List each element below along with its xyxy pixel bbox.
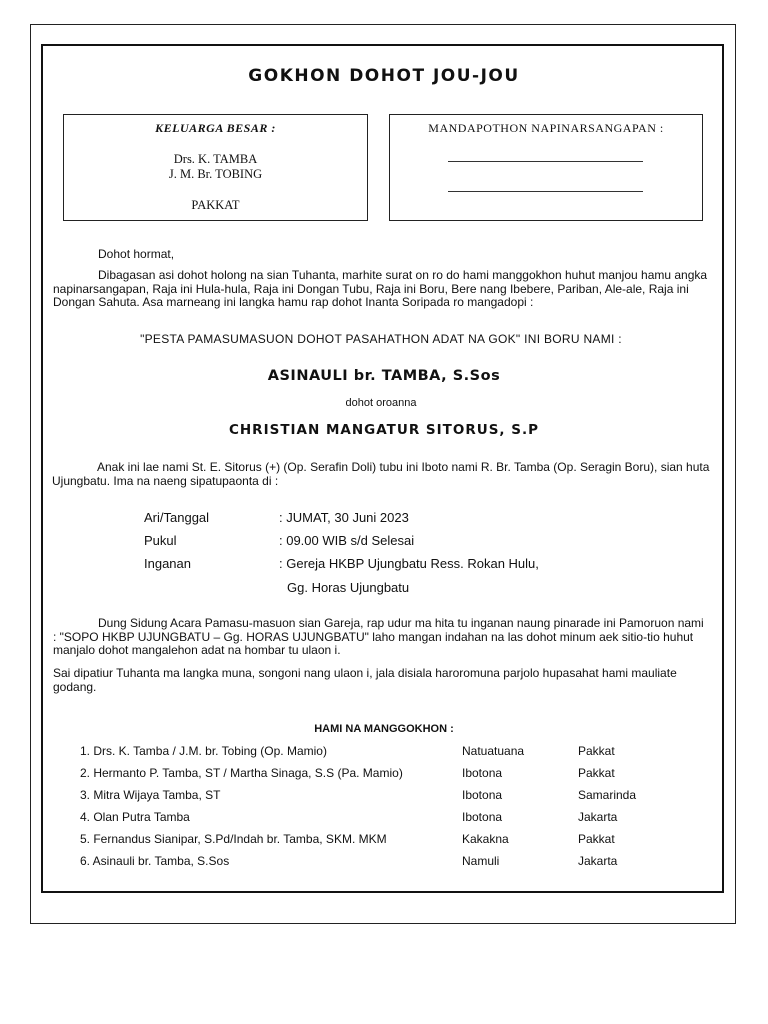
host-relation: Kakakna [462, 832, 509, 846]
host-name: 5. Fernandus Sianipar, S.Pd/Indah br. Tamba, SKM. MKM [80, 832, 387, 846]
keluarga-line-1: Drs. K. TAMBA [173, 152, 258, 166]
host-name: 4. Olan Putra Tamba [80, 810, 190, 824]
keluarga-heading: KELUARGA BESAR : [155, 121, 276, 135]
host-place: Pakkat [578, 766, 615, 780]
host-place: Samarinda [578, 788, 637, 802]
host-row [80, 744, 680, 762]
page-title: GOKHON DOHOT JOU-JOU [248, 66, 520, 86]
keluarga-line-2: J. M. Br. TOBING [168, 167, 263, 181]
host-relation: Ibotona [462, 810, 503, 824]
mandapothon-heading: MANDAPOTHON NAPINARSANGAPAN : [428, 121, 664, 135]
time-label: Pukul [144, 533, 177, 548]
host-name: 1. Drs. K. Tamba / J.M. br. Tobing (Op. Mamio) [80, 744, 327, 758]
blank-line [448, 161, 643, 162]
date-value: : JUMAT, 30 Juni 2023 [279, 510, 409, 525]
blank-line [448, 191, 643, 192]
host-name: 2. Hermanto P. Tamba, ST / Martha Sinaga, S.S (Pa. Mamio) [80, 766, 403, 780]
mandapothon-box [389, 114, 703, 221]
groom-description: Anak ini lae nami St. E. Sitorus (+) (Op. Serafin Doli) tubu ini Iboto nami R. Br. Tamba (Op. Seragin Boru), sian huta Ujungbatu. Ima na naeng sipatupaonta di : [52, 460, 710, 488]
host-relation: Ibotona [462, 766, 503, 780]
host-place: Jakarta [578, 854, 618, 868]
host-name: 3. Mitra Wijaya Tamba, ST [80, 788, 221, 802]
bride-name: ASINAULI br. TAMBA, S.Sos [267, 368, 501, 384]
host-row [80, 832, 680, 850]
host-row [80, 854, 680, 872]
host-place: Jakarta [578, 810, 618, 824]
groom-name: CHRISTIAN MANGATUR SITORUS, S.P [228, 422, 540, 438]
host-relation: Ibotona [462, 788, 503, 802]
keluarga-besar-box [63, 114, 368, 221]
host-name: 6. Asinauli br. Tamba, S.Sos [80, 854, 230, 868]
date-label: Ari/Tanggal [144, 510, 210, 525]
event-line: "PESTA PAMASUMASUON DOHOT PASAHATHON ADAT NA GOK" INI BORU NAMI : [140, 332, 622, 346]
host-row [80, 766, 680, 784]
keluarga-line-3: PAKKAT [191, 198, 240, 212]
sidung-paragraph: Dung Sidung Acara Pamasu-masuon sian Gareja, rap udur ma hita tu inganan naung pinarade ini Pamoruon nami : "SOPO HKBP UJUNGBATU – Gg. HORAS UJUNGBATU" laho mangan indahan na las dohot minum aek sitio-tio huhut manjalo dohot mangalehon adat na hombar tu ulaon i. [53, 616, 704, 657]
intro-paragraph: Dibagasan asi dohot holong na sian Tuhanta, marhite surat on ro do hami manggokhon huhut manjou hamu angka napinarsangapan, Raja ini Hula-hula, Raja ini Dongan Tubu, Raja ini Boru, Bere nang Ibebere, Pariban, Ale-ale, Raja ini Dongan Sahuta. Asa marneang ini langka hamu rap dohot Inanta Soripada ro mangadopi : [53, 268, 708, 309]
place-value-2: Gg. Horas Ujungbatu [287, 580, 410, 595]
hosts-heading: HAMI NA MANGGOKHON : [314, 723, 454, 735]
greeting: Dohot hormat, [98, 247, 175, 261]
host-place: Pakkat [578, 832, 615, 846]
closing-paragraph: Sai dipatiur Tuhanta ma langka muna, songoni nang ulaon i, jala disiala haroromuna parjolo hupasahat hami mauliate godang. [53, 666, 677, 694]
time-value: : 09.00 WIB s/d Selesai [279, 533, 415, 548]
place-label: Inganan [144, 556, 191, 571]
place-value: : Gereja HKBP Ujungbatu Ress. Rokan Hulu, [279, 556, 539, 571]
host-relation: Namuli [462, 854, 500, 868]
host-place: Pakkat [578, 744, 615, 758]
host-row [80, 810, 680, 828]
host-relation: Natuatuana [462, 744, 525, 758]
connector-text: dohot oroanna [345, 397, 417, 409]
host-row [80, 788, 680, 806]
